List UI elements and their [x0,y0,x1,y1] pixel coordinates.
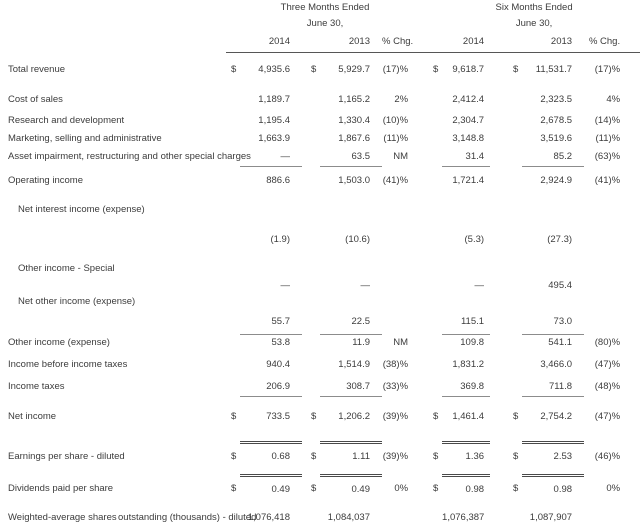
value-cell: 0.68 [240,442,302,475]
value-cell [522,294,584,310]
row-label: Marketing, selling and administrative [8,132,162,144]
currency-symbol [306,196,320,224]
value-cell: 206.9 [240,378,302,396]
value-cell [442,196,490,224]
currency-symbol: $ [513,483,519,495]
table-row [0,475,640,507]
currency-symbol: $ [231,411,237,423]
value-cell: 31.4 [442,148,490,166]
table-row [0,396,640,442]
value-cell: 63.5 [320,148,382,166]
value-cell: 2,754.2 [522,396,584,442]
value-cell: 55.7 [240,310,302,334]
pct-change-cell: (10)% [382,114,409,126]
spacer-cell [490,507,508,529]
value-cell: (10.6) [345,234,370,246]
table-row [0,112,640,130]
row-label [0,507,257,529]
spacer-cell [490,88,508,112]
value-cell: 3,519.6 [540,132,573,144]
currency-symbol: $ [311,483,317,495]
col-header-2014-q: 2014 [226,33,302,52]
currency-symbol [508,507,522,529]
pct-change-cell: (11)% [595,132,621,144]
currency-symbol: $ [513,64,519,76]
value-cell: 541.1 [548,337,573,349]
value-cell: 9,618.7 [452,64,485,76]
currency-symbol [428,260,442,278]
value-cell: 1.11 [320,442,382,475]
value-cell: 2,323.5 [540,93,573,105]
currency-symbol [428,378,442,396]
table-row [0,294,640,310]
currency-symbol [306,260,320,278]
value-cell: 11.9 [352,337,370,349]
table-row [0,310,640,334]
table-row [0,166,640,196]
spacer-cell [490,442,508,475]
pct-change-cell [382,310,424,334]
currency-symbol [226,196,240,224]
value-cell [320,260,382,278]
spacer-cell [490,148,508,166]
currency-symbol [226,112,240,130]
value-cell: — [280,279,290,291]
value-cell: 2,678.5 [540,114,573,126]
spacer-cell [490,294,508,310]
value-cell: 733.5 [240,396,302,442]
value-cell [240,196,302,224]
currency-symbol [428,294,442,310]
row-label: Net income [8,411,57,423]
currency-symbol: $ [311,450,317,462]
currency-symbol [428,196,442,224]
table-row [0,442,640,475]
value-cell: 53.8 [271,337,290,349]
pct-change-cell [382,260,424,278]
currency-symbol [428,166,442,196]
currency-symbol [508,224,522,260]
spacer-cell [490,52,508,88]
col-header-2013-h: 2013 [508,33,584,52]
pct-change-cell: (17)% [594,64,621,76]
year-header-row [0,33,640,52]
table-row [0,278,640,294]
value-cell: 1,330.4 [338,114,370,126]
value-cell: 3,466.0 [540,358,573,370]
row-label: Asset impairment, restructuring and other special charges [8,150,251,162]
value-cell: 1,195.4 [258,114,290,126]
row-label [0,278,226,294]
value-cell: — [360,279,370,291]
currency-symbol [508,130,522,148]
table-row [0,507,640,529]
pct-change-cell: (48)% [594,380,621,392]
pct-change-cell: (80)% [594,336,621,348]
header-gap [490,33,508,52]
value-cell: 1,189.7 [258,93,290,105]
table-row [0,88,640,112]
currency-symbol: $ [433,450,439,462]
col-header-pctchg-h: % Chg. [584,33,640,52]
currency-symbol: $ [513,450,519,462]
value-cell: 1,084,037 [327,511,370,523]
currency-symbol [428,507,442,529]
value-cell: 1,076,418 [247,511,290,523]
value-cell [320,196,382,224]
pct-change-cell: 0% [606,483,621,495]
row-label: Research and development [8,114,125,126]
value-cell: 1,721.4 [452,175,485,187]
currency-symbol [306,130,320,148]
currency-symbol [508,352,522,378]
currency-symbol [306,224,320,260]
currency-symbol [428,278,442,294]
pct-change-cell: NM [393,150,409,162]
value-cell: 1,087,907 [529,511,573,523]
col-header-2013-q: 2013 [306,33,382,52]
currency-symbol [226,278,240,294]
currency-symbol [306,294,320,310]
value-cell [240,294,302,310]
value-cell: 308.7 [320,378,382,396]
currency-symbol [226,294,240,310]
value-cell: 22.5 [320,310,382,334]
value-cell [320,294,382,310]
row-label: Net interest income (expense) [18,203,145,215]
currency-symbol: $ [231,64,237,76]
value-cell: — [474,279,485,291]
currency-symbol [428,352,442,378]
value-cell: 0.49 [271,484,290,496]
period-group-header-row [0,0,640,16]
row-label [0,310,226,334]
value-cell: 109.8 [460,337,485,349]
pct-change-cell: 2% [394,93,409,105]
pct-change-cell [382,278,424,294]
col-header-pctchg-q: % Chg. [382,33,424,52]
pct-change-cell: NM [393,336,409,348]
pct-change-cell: (14)% [594,114,621,126]
table-row [0,196,640,224]
pct-change-cell [584,196,640,224]
row-label: Dividends paid per share [8,483,114,495]
row-label: Other income (expense) [8,336,110,348]
row-label-part2: outstanding (thousands) - diluted [118,511,257,523]
pct-change-cell [382,507,424,529]
header-spacer [0,16,226,33]
value-cell: 2,304.7 [452,114,485,126]
pct-change-cell: (33)% [382,380,409,392]
currency-symbol [508,196,522,224]
col-header-2014-h: 2014 [428,33,490,52]
currency-symbol: $ [433,411,439,423]
value-cell: — [240,148,302,166]
currency-symbol [428,148,442,166]
row-label: Income taxes [8,380,65,392]
currency-symbol [508,166,522,196]
pct-change-cell [584,260,640,278]
value-cell: 11,531.7 [535,64,573,76]
spacer-cell [490,475,508,507]
currency-symbol [508,278,522,294]
value-cell: 1,076,387 [442,511,485,523]
currency-symbol: $ [231,450,237,462]
currency-symbol: $ [231,483,237,495]
value-cell: 1,206.2 [320,396,382,442]
currency-symbol [226,88,240,112]
row-label: Total revenue [8,63,66,75]
value-cell [240,260,302,278]
currency-symbol [428,130,442,148]
currency-symbol [306,507,320,529]
pct-change-cell: (11)% [383,132,409,144]
pct-change-cell [382,294,424,310]
value-cell: 1,867.6 [338,132,370,144]
spacer-cell [490,310,508,334]
currency-symbol [226,334,240,352]
value-cell: 0.49 [351,484,370,496]
spacer-cell [490,166,508,196]
value-cell: (5.3) [464,234,485,246]
currency-symbol [226,260,240,278]
pct-change-cell: 0% [394,483,409,495]
currency-symbol [508,260,522,278]
pct-change-cell [584,310,640,334]
pct-change-cell [584,278,640,294]
value-cell: 3,148.8 [452,132,485,144]
currency-symbol [508,88,522,112]
row-label: Cost of sales [8,93,63,105]
currency-symbol [306,378,320,396]
currency-symbol [428,112,442,130]
value-cell: 1,831.2 [452,358,485,370]
spacer-cell [490,278,508,294]
value-cell: 1.36 [442,442,490,475]
currency-symbol [306,166,320,196]
period-date-header-row [0,16,640,33]
pct-change-cell: (41)% [594,174,621,186]
spacer-cell [490,112,508,130]
pct-change-cell: (47)% [594,358,621,370]
value-cell: 1,514.9 [338,358,370,370]
value-cell: 115.1 [442,310,490,334]
spacer-cell [490,378,508,396]
pct-change-cell: 4% [606,93,621,105]
row-label: Other income - Special [18,262,115,274]
currency-symbol [226,378,240,396]
row-label-part1: Weighted-average shares [8,511,117,523]
currency-symbol [306,148,320,166]
value-cell: 73.0 [522,310,584,334]
currency-symbol [508,378,522,396]
value-cell: 0.98 [465,484,485,496]
value-cell: 369.8 [442,378,490,396]
currency-symbol [508,148,522,166]
three-months-header: Three Months Ended [280,1,370,13]
value-cell: 2.53 [522,442,584,475]
pct-change-cell: (47)% [594,411,621,423]
pct-change-cell [584,294,640,310]
value-cell: 4,935.6 [258,64,290,76]
currency-symbol [306,88,320,112]
pct-change-cell: (41)% [382,174,409,186]
currency-symbol [508,310,522,334]
row-label: Earnings per share - diluted [8,450,125,462]
value-cell: 711.8 [522,378,584,396]
table-row [0,334,640,352]
currency-symbol: $ [513,411,519,423]
six-months-header: Six Months Ended [495,1,573,13]
value-cell: 940.4 [266,358,290,370]
value-cell: 2,412.4 [452,93,485,105]
value-cell: 1,503.0 [338,175,370,187]
spacer-cell [490,334,508,352]
table-row [0,378,640,396]
pct-change-cell [584,224,640,260]
row-label: Income before income taxes [8,358,128,370]
currency-symbol [226,166,240,196]
pct-change-cell [382,196,424,224]
currency-symbol [306,112,320,130]
table-row [0,260,640,278]
pct-change-cell: (38)% [382,358,409,370]
currency-symbol [428,310,442,334]
table-row [0,352,640,378]
value-cell [442,294,490,310]
row-label: Net other income (expense) [18,295,136,307]
currency-symbol [508,334,522,352]
currency-symbol [508,112,522,130]
value-cell: (1.9) [270,234,290,246]
value-cell: 886.6 [266,175,290,187]
currency-symbol [428,224,442,260]
value-cell: 85.2 [522,148,584,166]
currency-symbol [226,130,240,148]
currency-symbol [306,334,320,352]
pct-change-cell: (63)% [594,150,621,162]
pct-change-cell: (17)% [382,64,409,76]
row-label [0,224,226,260]
currency-symbol [306,278,320,294]
currency-symbol [508,294,522,310]
value-cell: 2,924.9 [540,175,573,187]
spacer-cell [490,196,508,224]
value-cell: 5,929.7 [338,64,370,76]
currency-symbol [226,310,240,334]
value-cell [442,260,490,278]
spacer-cell [490,352,508,378]
table-row [0,224,640,260]
currency-symbol [226,352,240,378]
pct-change-cell [584,507,640,529]
value-cell: 0.98 [553,484,573,496]
spacer-cell [490,130,508,148]
three-months-date: June 30, [306,18,344,30]
pct-change-cell: (39)% [382,411,409,423]
value-cell: 1,663.9 [258,132,290,144]
value-cell: 495.4 [548,279,573,291]
currency-symbol [428,334,442,352]
currency-symbol [306,310,320,334]
currency-symbol: $ [311,64,317,76]
currency-symbol [428,88,442,112]
spacer-cell [490,224,508,260]
table-row [0,130,640,148]
currency-symbol: $ [433,483,439,495]
pct-change-cell: (46)% [594,450,621,462]
value-cell: (27.3) [547,234,573,246]
table-row [0,148,640,166]
table-row [0,52,640,88]
value-cell [522,260,584,278]
value-cell: 1,461.4 [442,396,490,442]
currency-symbol: $ [311,411,317,423]
currency-symbol: $ [433,64,439,76]
header-spacer [0,0,226,16]
spacer-cell [490,396,508,442]
pct-change-cell: (39)% [382,450,409,462]
six-months-date: June 30, [515,18,553,30]
value-cell [522,196,584,224]
value-cell: 1,165.2 [338,93,370,105]
currency-symbol [226,224,240,260]
header-spacer [0,33,226,52]
pct-change-cell [382,224,424,260]
row-label: Operating income [8,174,83,186]
currency-symbol [306,352,320,378]
spacer-cell [490,260,508,278]
